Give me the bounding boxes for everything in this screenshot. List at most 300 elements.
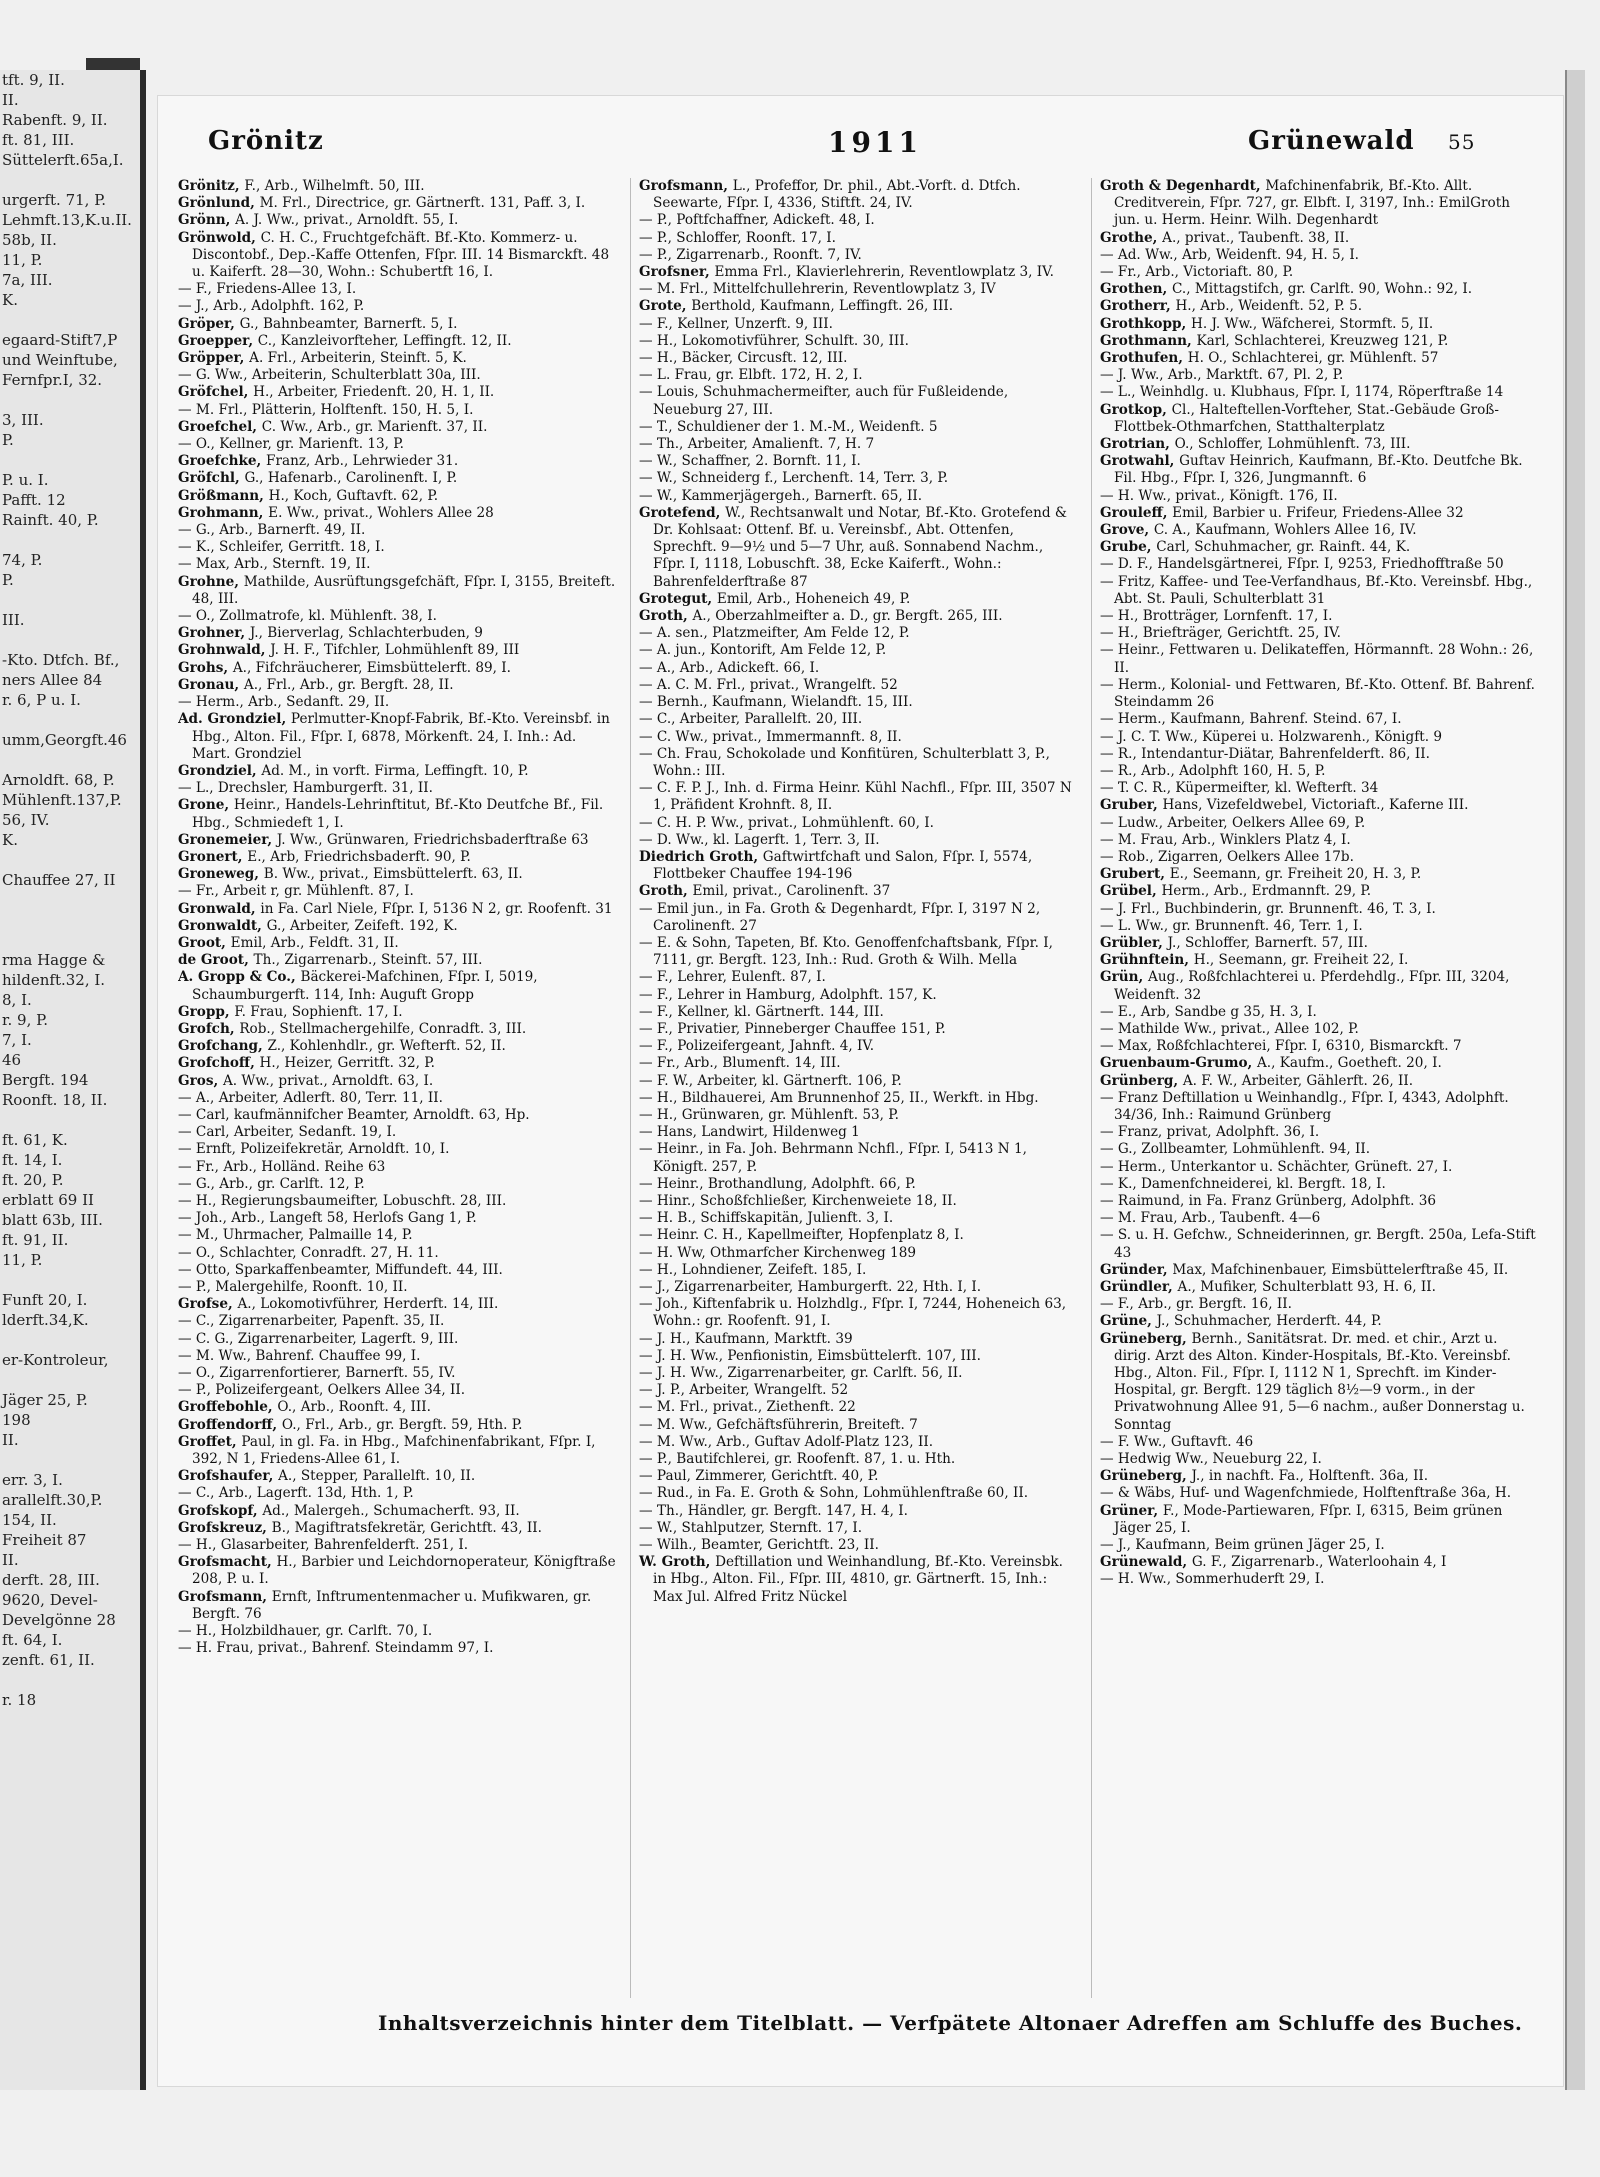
directory-entry [178, 642, 616, 659]
entry-details: A., Lokomotivführer, Herderft. 14, III. [237, 1296, 499, 1313]
directory-entry [1100, 522, 1538, 539]
directory-entry [1100, 883, 1538, 900]
entry-details: — F., Friedens-Allee 13, I. [178, 281, 357, 298]
entry-surname: Grube, [1100, 539, 1157, 556]
left-page-line: ft. 14, I. [2, 1151, 63, 1169]
directory-entry [639, 264, 1077, 281]
entry-details: Hans, Vizefeldwebel, Victoriaft., Kaferne III. [1162, 797, 1469, 814]
entry-details: H. O., Schlachterei, gr. Mühlenft. 57 [1187, 350, 1439, 367]
entry-details: — G., Zollbeamter, Lohmühlenft. 94, II. [1100, 1141, 1371, 1158]
left-page-line: und Weinftube, [2, 351, 118, 369]
entry-details: Karl, Schlachterei, Kreuzweg 121, P. [1196, 332, 1449, 349]
entry-details: — W., Schaffner, 2. Bornft. 11, I. [639, 453, 861, 470]
entry-details: W., Rechtsanwalt und Notar, Bf.-Kto. Grotefend & Dr. Kohlsaat: Ottenf. Bf. u. Vereinsbf., Abt. Ottenfen, Sprechft. 9—9½ und 5—7 Uhr, auß. Sonnabend Nachm., Fſpr. I, 1118, Lobuschft. 38, Ecke Kaiferft., Wohn.: Bahrenfelderftraße 87 [653, 504, 1067, 590]
directory-entry [178, 608, 616, 625]
directory-entry [639, 608, 1077, 625]
directory-entry [1100, 969, 1538, 1003]
entry-details: Emil, Barbier u. Frifeur, Friedens-Allee 32 [1172, 504, 1464, 521]
entry-details: — M. Frl., Mittelfchullehrerin, Reventlowplatz 3, IV [639, 281, 996, 298]
entry-surname: Grothen, [1100, 281, 1172, 298]
left-page-line: II. [2, 1431, 19, 1449]
directory-entry [1100, 316, 1538, 333]
left-page-line: r. 18 [2, 1691, 37, 1709]
directory-entry [639, 488, 1077, 505]
entry-details: — L., Drechsler, Hamburgerft. 31, II. [178, 780, 433, 797]
entry-details: — F., Kellner, kl. Gärtnerft. 144, III. [639, 1003, 884, 1020]
entry-details: — Otto, Sparkaffenbeamter, Miffundeft. 44, III. [178, 1261, 503, 1278]
directory-entry [639, 1038, 1077, 1055]
entry-details: — H., Bildhauerei, Am Brunnenhof 25, II., Werkft. in Hbg. [639, 1089, 1039, 1106]
directory-entry [1100, 866, 1538, 883]
entry-details: C. H. C., Fruchtgefchäft. Bf.-Kto. Kommerz- u. Discontobf., Dep.-Kaffe Ottenfen, Fſpr. III. 14 Bismarckft. 48 u. Kaiferft. 28—30, Wohn.: Schubertft 16, I. [192, 229, 610, 281]
entry-details: C., Mittagstifch, gr. Carlft. 90, Wohn.: 92, I. [1172, 281, 1473, 298]
entry-details: H., Heizer, Gerritft. 32, P. [259, 1055, 435, 1072]
left-page-line: zenft. 61, II. [2, 1651, 95, 1669]
left-page-line [0, 710, 140, 730]
left-page-line: 58b, II. [2, 231, 57, 249]
left-page-line: 11, P. [2, 251, 43, 269]
entry-details: — H. B., Schiffskapitän, Julienft. 3, I. [639, 1210, 894, 1227]
directory-entry [1100, 1279, 1538, 1296]
entry-details: — L., Weinhdlg. u. Klubhaus, Fſpr. I, 1174, Röperftraße 14 [1100, 384, 1504, 401]
entry-details: — J., Kaufmann, Beim grünen Jäger 25, I. [1100, 1537, 1385, 1554]
left-page-line: -Kto. Dtfch. Bf., [2, 651, 120, 669]
entry-details: — F., Kellner, Unzerft. 9, III. [639, 315, 833, 332]
entry-details: — J. Ww., Arb., Marktft. 67, Pl. 2, P. [1100, 367, 1344, 384]
entry-details: — Heinr., in Fa. Joh. Behrmann Nchfl., Fſpr. I, 5413 N 1, Königft. 257, P. [639, 1141, 1027, 1175]
entry-surname: A. Gropp & Co., [178, 969, 301, 986]
directory-page [158, 96, 1563, 2086]
left-page-line [0, 630, 140, 650]
entry-surname: Grofshaufer, [178, 1468, 279, 1485]
entry-details: Aug., Roßfchlachterei u. Pferdehdlg., Fſpr. III, 3204, Weidenft. 32 [1114, 969, 1510, 1003]
entry-details: — P., Malergehilfe, Roonft. 10, II. [178, 1279, 408, 1295]
directory-entry [639, 642, 1077, 659]
directory-entry [639, 1503, 1077, 1520]
entry-details: — C. H. P. Ww., privat., Lohmühlenft. 60, I. [639, 814, 934, 831]
directory-entry [1100, 230, 1538, 247]
directory-entry [178, 1313, 616, 1330]
left-page-line: ft. 20, P. [2, 1171, 64, 1189]
entry-details: A. Ww., privat., Arnoldft. 63, I. [222, 1072, 434, 1089]
entry-details: O., Arb., Roonft. 4, III. [277, 1399, 431, 1416]
entry-details: — G., Arb., gr. Carlft. 12, P. [178, 1175, 365, 1192]
entry-details: A., Fifchräucherer, Eimsbüttelerft. 89, I. [232, 659, 511, 676]
directory-entry [1100, 539, 1538, 556]
directory-entry [1100, 1262, 1538, 1279]
entry-surname: Grönwold, [178, 229, 261, 246]
left-page-line: 11, P. [2, 1251, 43, 1269]
directory-entry [1100, 832, 1538, 849]
directory-entry [639, 505, 1077, 591]
entry-details: J. Ww., Grünwaren, Friedrichsbaderftraße 63 [276, 831, 589, 848]
entry-details: — A. sen., Platzmeifter, Am Felde 12, P. [639, 625, 910, 642]
directory-entry [178, 1021, 616, 1038]
entry-details: — H. Ww., privat., Königft. 176, II. [1100, 487, 1338, 504]
directory-entry [639, 1055, 1077, 1072]
entry-details: M. Frl., Directrice, gr. Gärtnerft. 131, Paff. 3, I. [259, 195, 586, 212]
entry-details: — Carl, Arbeiter, Sedanft. 19, I. [178, 1124, 397, 1141]
directory-entry [1100, 1210, 1538, 1227]
entry-surname: Grofskopf, [178, 1502, 263, 1519]
left-page-line [0, 310, 140, 330]
directory-entry [178, 556, 616, 573]
directory-entry [178, 1245, 616, 1262]
directory-entry [639, 677, 1077, 694]
entry-details: Th., Zigarrenarb., Steinft. 57, III. [253, 952, 483, 969]
entry-details: Deftillation und Weinhandlung, Bf.-Kto. Vereinsbk. in Hbg., Alton. Fil., Fſpr. III, 4810, gr. Gärtnerft. 15, Inh.: Max Jul. Alfred Fritz Nückel [653, 1554, 1063, 1605]
entry-details: — H. Frau, privat., Bahrenf. Steindamm 97, I. [178, 1640, 494, 1657]
directory-entry [178, 901, 616, 918]
entry-details: F., Arb., Wilhelmft. 50, III. [244, 178, 425, 194]
entry-details: — F., Polizeifergeant, Jahnft. 4, IV. [639, 1038, 875, 1055]
entry-surname: Grote, [639, 298, 692, 315]
directory-entry [178, 1554, 616, 1588]
left-page-line: rma Hagge & [2, 951, 106, 969]
entry-details: — Carl, kaufmännifcher Beamter, Arnoldft. 63, Hp. [178, 1106, 530, 1123]
directory-entry [1100, 1176, 1538, 1193]
directory-entry [1100, 488, 1538, 505]
directory-entry [639, 729, 1077, 746]
entry-details: Emil, privat., Carolinenft. 37 [692, 883, 891, 900]
directory-entry [639, 230, 1077, 247]
entry-details: — O., Zollmatrofe, kl. Mühlenft. 38, I. [178, 608, 437, 625]
left-page-line: P. u. I. [2, 471, 49, 489]
entry-details: — Th., Arbeiter, Amalienft. 7, H. 7 [639, 436, 875, 453]
entry-details: — H., Briefträger, Gerichtft. 25, IV. [1100, 625, 1341, 642]
entry-surname: Groefchel, [178, 418, 262, 435]
entry-details: — H., Bäcker, Circusft. 12, III. [639, 350, 848, 367]
entry-details: — J., Zigarrenarbeiter, Hamburgerft. 22, Hth. I, I. [639, 1279, 982, 1295]
directory-entry [178, 1073, 616, 1090]
directory-entry [178, 470, 616, 487]
entry-surname: Grühnftein, [1100, 952, 1194, 969]
directory-entry [639, 1090, 1077, 1107]
entry-details: — Ernft, Polizeifekretär, Arnoldft. 10, I. [178, 1141, 450, 1158]
directory-entry [1100, 505, 1538, 522]
directory-entry [178, 574, 616, 608]
entry-details: — R., Intendantur-Diätar, Bahrenfelderft. 86, II. [1100, 745, 1430, 762]
entry-details: — H., Grünwaren, gr. Mühlenft. 53, P. [639, 1106, 899, 1123]
directory-entry [178, 625, 616, 642]
directory-entry [178, 1004, 616, 1021]
column-1 [178, 178, 616, 1998]
entry-surname: Groth & Degenhardt, [1100, 178, 1266, 194]
entry-details: Guftav Heinrich, Kaufmann, Bf.-Kto. Deutfche Bk. Fil. Hbg., Fſpr. I, 326, Jungmannft. 6 [1114, 453, 1523, 487]
entry-details: Emma Frl., Klavierlehrerin, Reventlowplatz 3, IV. [714, 264, 1054, 281]
entry-details: — L. Ww., gr. Brunnenft. 46, Terr. 1, I. [1100, 917, 1363, 934]
entry-surname: Gröper, [178, 315, 240, 332]
left-page-line: urgerft. 71, P. [2, 191, 107, 209]
directory-entry [178, 1365, 616, 1382]
entry-details: Emil, Arb., Feldft. 31, II. [230, 934, 399, 951]
entry-details: — H., Glasarbeiter, Bahrenfelderft. 251, I. [178, 1537, 469, 1554]
entry-surname: Grotwahl, [1100, 453, 1180, 470]
entry-details: — Rob., Zigarren, Oelkers Allee 17b. [1100, 848, 1354, 865]
entry-details: Gaftwirtfchaft und Salon, Fſpr. I, 5574, Flottbeker Chauffee 194-196 [653, 848, 1033, 883]
entry-details: A., Stepper, Parallelft. 10, II. [278, 1468, 476, 1485]
page-number: 55 [1448, 130, 1476, 154]
entry-surname: Grünberg, [1100, 1072, 1183, 1089]
entry-details: — Heinr. C. H., Kapellmeifter, Hopfenplatz 8, I. [639, 1227, 964, 1244]
directory-entry [639, 1279, 1077, 1296]
entry-details: — M. Ww., Gefchäftsführerin, Breiteft. 7 [639, 1416, 918, 1433]
entry-details: — A. C. M. Frl., privat., Wrangelft. 52 [639, 676, 898, 693]
entry-details: — Herm., Unterkantor u. Schächter, Grüneft. 27, I. [1100, 1158, 1453, 1175]
directory-entry [1100, 1503, 1538, 1537]
directory-entry [1100, 729, 1538, 746]
entry-surname: Grüneberg, [1100, 1468, 1192, 1485]
entry-details: A., Mufiker, Schulterblatt 93, H. 6, II. [1177, 1279, 1436, 1295]
entry-details: Heinr., Handels-Lehrinftitut, Bf.-Kto Deutfche Bf., Fil. Hbg., Schmiedeft 1, I. [192, 797, 604, 831]
directory-entry [639, 1365, 1077, 1382]
entry-details: — H. Ww., Sommerhuderft 29, I. [1100, 1571, 1325, 1588]
left-page-line: tft. 9, II. [2, 71, 65, 89]
entry-details: L., Profeffor, Dr. phil., Abt.-Vorft. d. Dtfch. Seewarte, Fſpr. I, 4336, Stiftft. 24, IV. [653, 178, 1021, 212]
directory-entry [639, 1124, 1077, 1141]
directory-entry [639, 1176, 1077, 1193]
entry-surname: Gruenbaum-Grumo, [1100, 1055, 1257, 1072]
entry-surname: Groffebohle, [178, 1399, 278, 1416]
entry-surname: Grove, [1100, 522, 1154, 539]
entry-details: Emil, Arb., Hoheneich 49, P. [716, 590, 911, 607]
directory-entry [639, 746, 1077, 780]
directory-entry [1100, 746, 1538, 763]
directory-entry [178, 281, 616, 298]
entry-surname: Grothkopp, [1100, 315, 1191, 332]
directory-entry [1100, 1571, 1538, 1588]
left-page-line [0, 1450, 140, 1470]
entry-details: G., Arbeiter, Zeifeft. 192, K. [266, 917, 458, 934]
entry-details: — Ch. Frau, Schokolade und Konfitüren, Schulterblatt 3, P., Wohn.: III. [639, 745, 1050, 779]
entry-details: — M. Ww., Arb., Guftav Adolf-Platz 123, II. [639, 1433, 934, 1450]
entry-details: — F. W., Arbeiter, kl. Gärtnerft. 106, P. [639, 1072, 902, 1089]
entry-details: — S. u. H. Gefchw., Schneiderinnen, gr. Bergft. 250a, Lefa-Stift 43 [1100, 1227, 1536, 1261]
entry-details: — Heinr., Fettwaren u. Delikateffen, Hörmannft. 28 Wohn.: 26, II. [1100, 642, 1534, 676]
directory-entry [639, 212, 1077, 229]
left-page-line: arallelft.30,P. [2, 1491, 103, 1509]
entry-details: G. F., Zigarrenarb., Waterloohain 4, I [1191, 1554, 1447, 1571]
directory-entry [178, 677, 616, 694]
entry-details: — Herm., Kolonial- und Fettwaren, Bf.-Kto. Ottenf. Bf. Bahrenf. Steindamm 26 [1100, 676, 1535, 711]
directory-entry [1100, 797, 1538, 814]
directory-entry [1100, 1004, 1538, 1021]
directory-entry [639, 1107, 1077, 1124]
entry-details: — Fritz, Kaffee- und Tee-Verfandhaus, Bf.-Kto. Vereinsbf. Hbg., Abt. St. Pauli, Schulterblatt 31 [1100, 573, 1533, 607]
directory-entry [639, 1520, 1077, 1537]
entry-surname: Grotefend, [639, 504, 726, 521]
directory-entry [178, 832, 616, 849]
entry-details: — Franz, privat, Adolphft. 36, I. [1100, 1124, 1320, 1141]
entry-details: H., Koch, Guftavft. 62, P. [268, 487, 439, 504]
directory-entry [178, 333, 616, 350]
left-page-line: P. [2, 431, 14, 449]
left-page-line [0, 1110, 140, 1130]
entry-surname: Grothe, [1100, 229, 1163, 246]
entry-surname: Groefchke, [178, 453, 267, 470]
directory-entry [178, 1176, 616, 1193]
directory-entry [1100, 1331, 1538, 1434]
entry-details: — H., Holzbildhauer, gr. Carlft. 70, I. [178, 1623, 433, 1640]
entry-surname: Grofsner, [639, 264, 715, 281]
entry-details: — M., Uhrmacher, Palmaille 14, P. [178, 1227, 413, 1244]
directory-entry [1100, 247, 1538, 264]
entry-surname: Gründler, [1100, 1279, 1178, 1295]
directory-entry [178, 763, 616, 780]
entry-surname: Grönlund, [178, 195, 260, 212]
directory-entry [639, 384, 1077, 418]
entry-surname: Groffendorff, [178, 1416, 282, 1433]
entry-surname: Gröpper, [178, 350, 250, 367]
directory-entry [178, 195, 616, 212]
entry-details: — G., Arb., Barnerft. 49, II. [178, 522, 366, 539]
directory-entry [639, 1210, 1077, 1227]
entry-details: — Paul, Zimmerer, Gerichtft. 40, P. [639, 1468, 879, 1485]
entry-surname: Grothmann, [1100, 332, 1197, 349]
directory-entry [639, 1382, 1077, 1399]
entry-surname: Grünewald, [1100, 1554, 1192, 1571]
entry-details: A. F. W., Arbeiter, Gählerft. 26, II. [1182, 1072, 1414, 1089]
directory-entry [178, 780, 616, 797]
left-page-line [0, 450, 140, 470]
directory-entry [1100, 1451, 1538, 1468]
directory-entry [639, 1004, 1077, 1021]
directory-entry [178, 866, 616, 883]
directory-entry [639, 1141, 1077, 1175]
directory-entry [178, 1141, 616, 1158]
directory-entry [178, 952, 616, 969]
entry-surname: Grofch, [178, 1020, 240, 1037]
directory-entry [1100, 574, 1538, 608]
entry-details: E. Ww., privat., Wohlers Allee 28 [268, 504, 494, 521]
directory-entry [639, 969, 1077, 986]
directory-entry [1100, 1434, 1538, 1451]
directory-entry [1100, 763, 1538, 780]
entry-details: Franz, Arb., Lehrwieder 31. [266, 453, 459, 470]
column-3 [1091, 178, 1538, 1998]
entry-details: Perlmutter-Knopf-Fabrik, Bf.-Kto. Vereinsbf. in Hbg., Alton. Fil., Fſpr. I, 6878, Mörkenft. 24, I. Inh.: Ad. Mart. Grondziel [192, 711, 610, 762]
directory-entry [639, 1468, 1077, 1485]
entry-surname: Gruber, [1100, 797, 1163, 814]
entry-details: — Th., Händler, gr. Bergft. 147, H. 4, I. [639, 1502, 908, 1519]
entry-surname: Grohner, [178, 625, 250, 642]
directory-entry [639, 1434, 1077, 1451]
left-page-line: Chauffee 27, II [2, 871, 116, 889]
entry-surname: Grofse, [178, 1296, 238, 1313]
entry-surname: Groot, [178, 934, 231, 951]
left-page-line: r. 6, P u. I. [2, 691, 81, 709]
directory-entry [639, 1021, 1077, 1038]
directory-entry [639, 694, 1077, 711]
directory-entry [639, 832, 1077, 849]
entry-surname: Größmann, [178, 487, 269, 504]
directory-entry [178, 1227, 616, 1244]
entry-details: — P., Poftfchaffner, Adickeft. 48, I. [639, 212, 875, 229]
directory-entry [178, 1279, 616, 1296]
entry-surname: Grübler, [1100, 934, 1168, 951]
entry-details: A., Oberzahlmeifter a. D., gr. Bergft. 265, III. [692, 608, 1003, 625]
entry-details: — Ludw., Arbeiter, Oelkers Allee 69, P. [1100, 814, 1366, 831]
directory-entry [639, 780, 1077, 814]
left-page-line: egaard-Stift7,P [2, 331, 118, 349]
entry-surname: Grouleff, [1100, 504, 1173, 521]
entry-details: — G. Ww., Arbeiterin, Schulterblatt 30a, III. [178, 367, 481, 384]
directory-entry [178, 1589, 616, 1623]
left-page-line: umm,Georgft.46 [2, 731, 127, 749]
directory-entry [639, 1073, 1077, 1090]
directory-entry [178, 660, 616, 677]
entry-details: — P., Zigarrenarb., Roonft. 7, IV. [639, 246, 862, 263]
left-page-line: r. 9, P. [2, 1011, 48, 1029]
entry-details: A., Frl., Arb., gr. Bergft. 28, II. [243, 676, 454, 693]
entry-details: H., Arb., Weidenft. 52, P. 5. [1175, 298, 1363, 315]
left-page-line: lderft.34,K. [2, 1311, 89, 1329]
left-page-line: III. [2, 611, 25, 629]
entry-details: — J. H. Ww., Zigarrenarbeiter, gr. Carlft. 56, II. [639, 1365, 963, 1382]
entry-details: — C. F. P. J., Inh. d. Firma Heinr. Kühl Nachfl., Fſpr. III, 3507 N 1, Präfident Krohnft. 8, II. [639, 780, 1072, 814]
left-page-line [0, 390, 140, 410]
directory-entry [639, 247, 1077, 264]
directory-entry [639, 883, 1077, 900]
entry-details: — D. Ww., kl. Lagerft. 1, Terr. 3, II. [639, 831, 880, 848]
directory-entry [1100, 298, 1538, 315]
entry-details: — H., Brotträger, Lornfenft. 17, I. [1100, 608, 1333, 625]
entry-surname: Grofchang, [178, 1038, 268, 1055]
entry-surname: Grofskreuz, [178, 1519, 272, 1536]
entry-details: B. Ww., privat., Eimsbüttelerft. 63, II. [263, 866, 523, 883]
directory-entry [639, 1348, 1077, 1365]
directory-entry [639, 1193, 1077, 1210]
entry-details: — H., Regierungsbaumeifter, Lobuschft. 28, III. [178, 1192, 507, 1209]
entry-surname: Groth, [639, 883, 693, 900]
entry-details: H., Arbeiter, Friedenft. 20, H. 1, II. [253, 384, 495, 401]
entry-details: — M. Frl., privat., Ziethenft. 22 [639, 1399, 856, 1416]
directory-entry [178, 1417, 616, 1434]
left-page-line: Mühlenft.137,P. [2, 791, 122, 809]
entry-surname: Ad. Grondziel, [178, 711, 291, 728]
entry-surname: Gröfchl, [178, 470, 245, 487]
left-page-line: II. [2, 1551, 19, 1569]
entry-details: — M. Frau, Arb., Taubenft. 4—6 [1100, 1210, 1321, 1227]
page-edge [1565, 70, 1585, 2090]
directory-entry [639, 849, 1077, 883]
entry-surname: Grofsmann, [639, 178, 733, 194]
entry-details: — P., Bautifchlerei, gr. Roofenft. 87, 1. u. Hth. [639, 1451, 956, 1468]
entry-details: — J. Frl., Buchbinderin, gr. Brunnenft. 46, T. 3, I. [1100, 900, 1436, 917]
directory-entry [1100, 711, 1538, 728]
entry-details: Carl, Schuhmacher, gr. Rainft. 44, K. [1156, 539, 1411, 556]
directory-entry [1100, 1537, 1538, 1554]
entry-surname: Grotherr, [1100, 298, 1176, 315]
directory-entry [1100, 350, 1538, 367]
directory-entry [178, 1124, 616, 1141]
directory-entry [639, 625, 1077, 642]
entry-details: Herm., Arb., Erdmannft. 29, P. [1161, 883, 1372, 900]
entry-surname: Diedrich Groth, [639, 848, 763, 865]
left-page-line [0, 890, 140, 910]
directory-entry [1100, 333, 1538, 350]
entry-details: Bernh., Sanitätsrat. Dr. med. et chir., Arzt u. dirig. Arzt des Alton. Kinder-Hospitals, Bf.-Kto. Vereinsbf. Hbg., Alton. Fil., Fſpr. I, 1112 N 1, Sprechft. im Kinder-Hospital, gr. Bergft. 129 täglich 8½—9 vorm., in der Privatwohnung Allee 91, 5—6 nachm., außer Donnerstag u. Sonntag [1114, 1330, 1525, 1433]
entry-surname: Grohne, [178, 573, 244, 590]
entry-columns [178, 178, 1538, 1998]
entry-details: — J., Arb., Adolphft. 162, P. [178, 298, 365, 315]
entry-details: J., Schloffer, Barnerft. 57, III. [1167, 934, 1368, 951]
directory-entry [1100, 264, 1538, 281]
entry-surname: Grubert, [1100, 866, 1170, 883]
left-page-line: Roonft. 18, II. [2, 1091, 108, 1109]
directory-entry [178, 367, 616, 384]
entry-details: — J. H. Ww., Penfionistin, Eimsbüttelerft. 107, III. [639, 1347, 981, 1364]
